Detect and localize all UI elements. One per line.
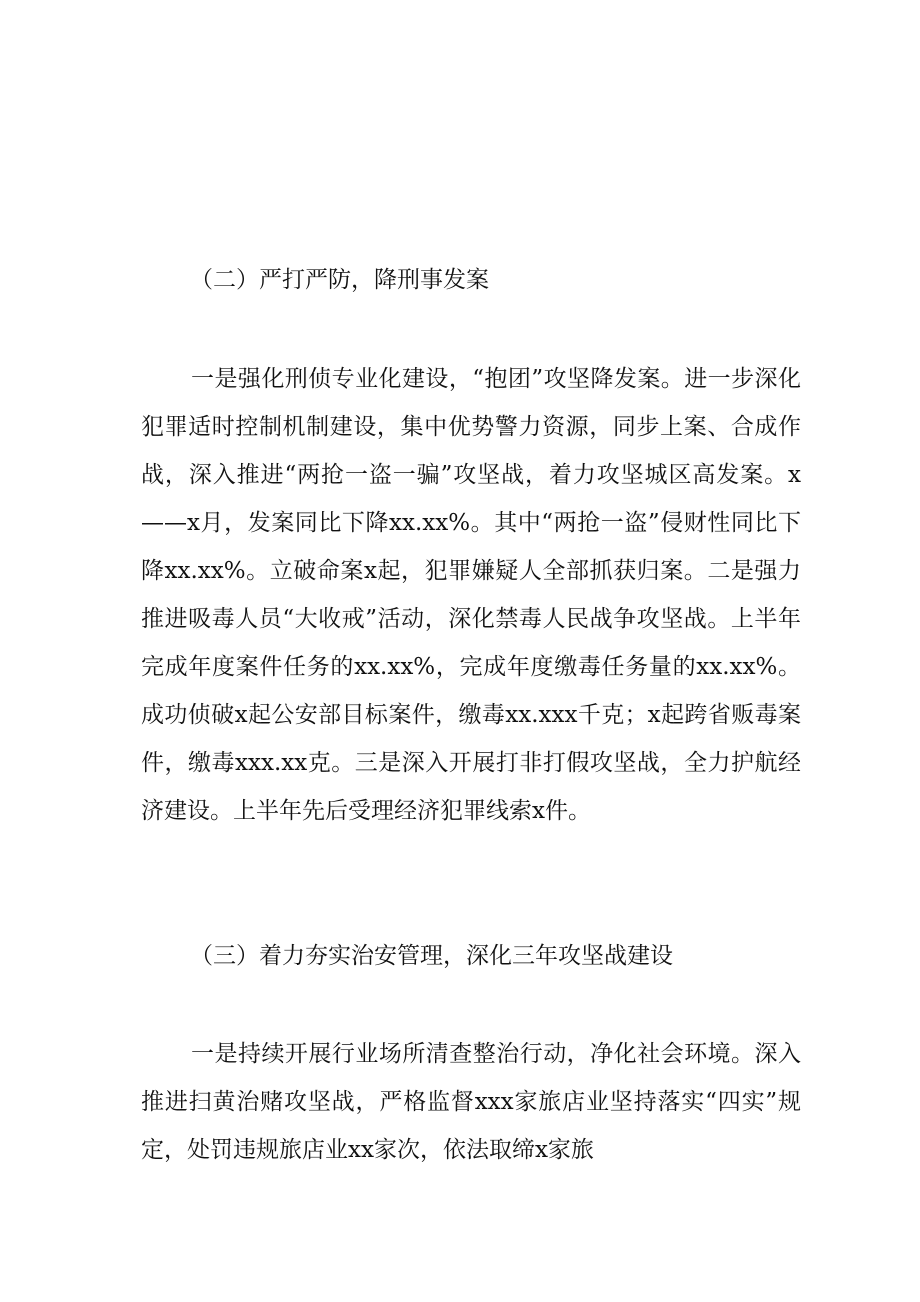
section-paragraph-2: 一是强化刑侦专业化建设，“抱团”攻坚降发案。进一步深化犯罪适时控制机制建设，集中优势警力资源，同步上案、合成作战，深入推进“两抢一盗一骗”攻坚战，着力攻坚城区高发案。x——x月，发案同比下降xx.xx%。其中“两抢一盗”侵财性同比下降xx.xx%。立破命案x起，犯罪嫌疑人全部抓获归案。二是强力推进吸毒人员“大收戒”活动，深化禁毒人民战争攻坚战。上半年完成年度案件任务的xx.xx%，完成年度缴毒任务量的xx.xx%。成功侦破x起公安部目标案件，缴毒xx.xxx千克；x起跨省贩毒案件，缴毒xxx.xx克。三是深入开展打非打假攻坚战，全力护航经济建设。上半年先后受理经济犯罪线索x件。 <box>141 366 801 824</box>
section-paragraph-3: 一是持续开展行业场所清查整治行动，净化社会环境。深入推进扫黄治赌攻坚战，严格监督xxx家旅店业坚持落实“四实”规定，处罚违规旅店业xx家次，依法取缔x家旅 <box>141 1041 801 1163</box>
section-heading-2: （二）严打严防，降刑事发案 <box>190 267 489 293</box>
section-heading-3: （三）着力夯实治安管理，深化三年攻坚战建设 <box>190 943 673 969</box>
